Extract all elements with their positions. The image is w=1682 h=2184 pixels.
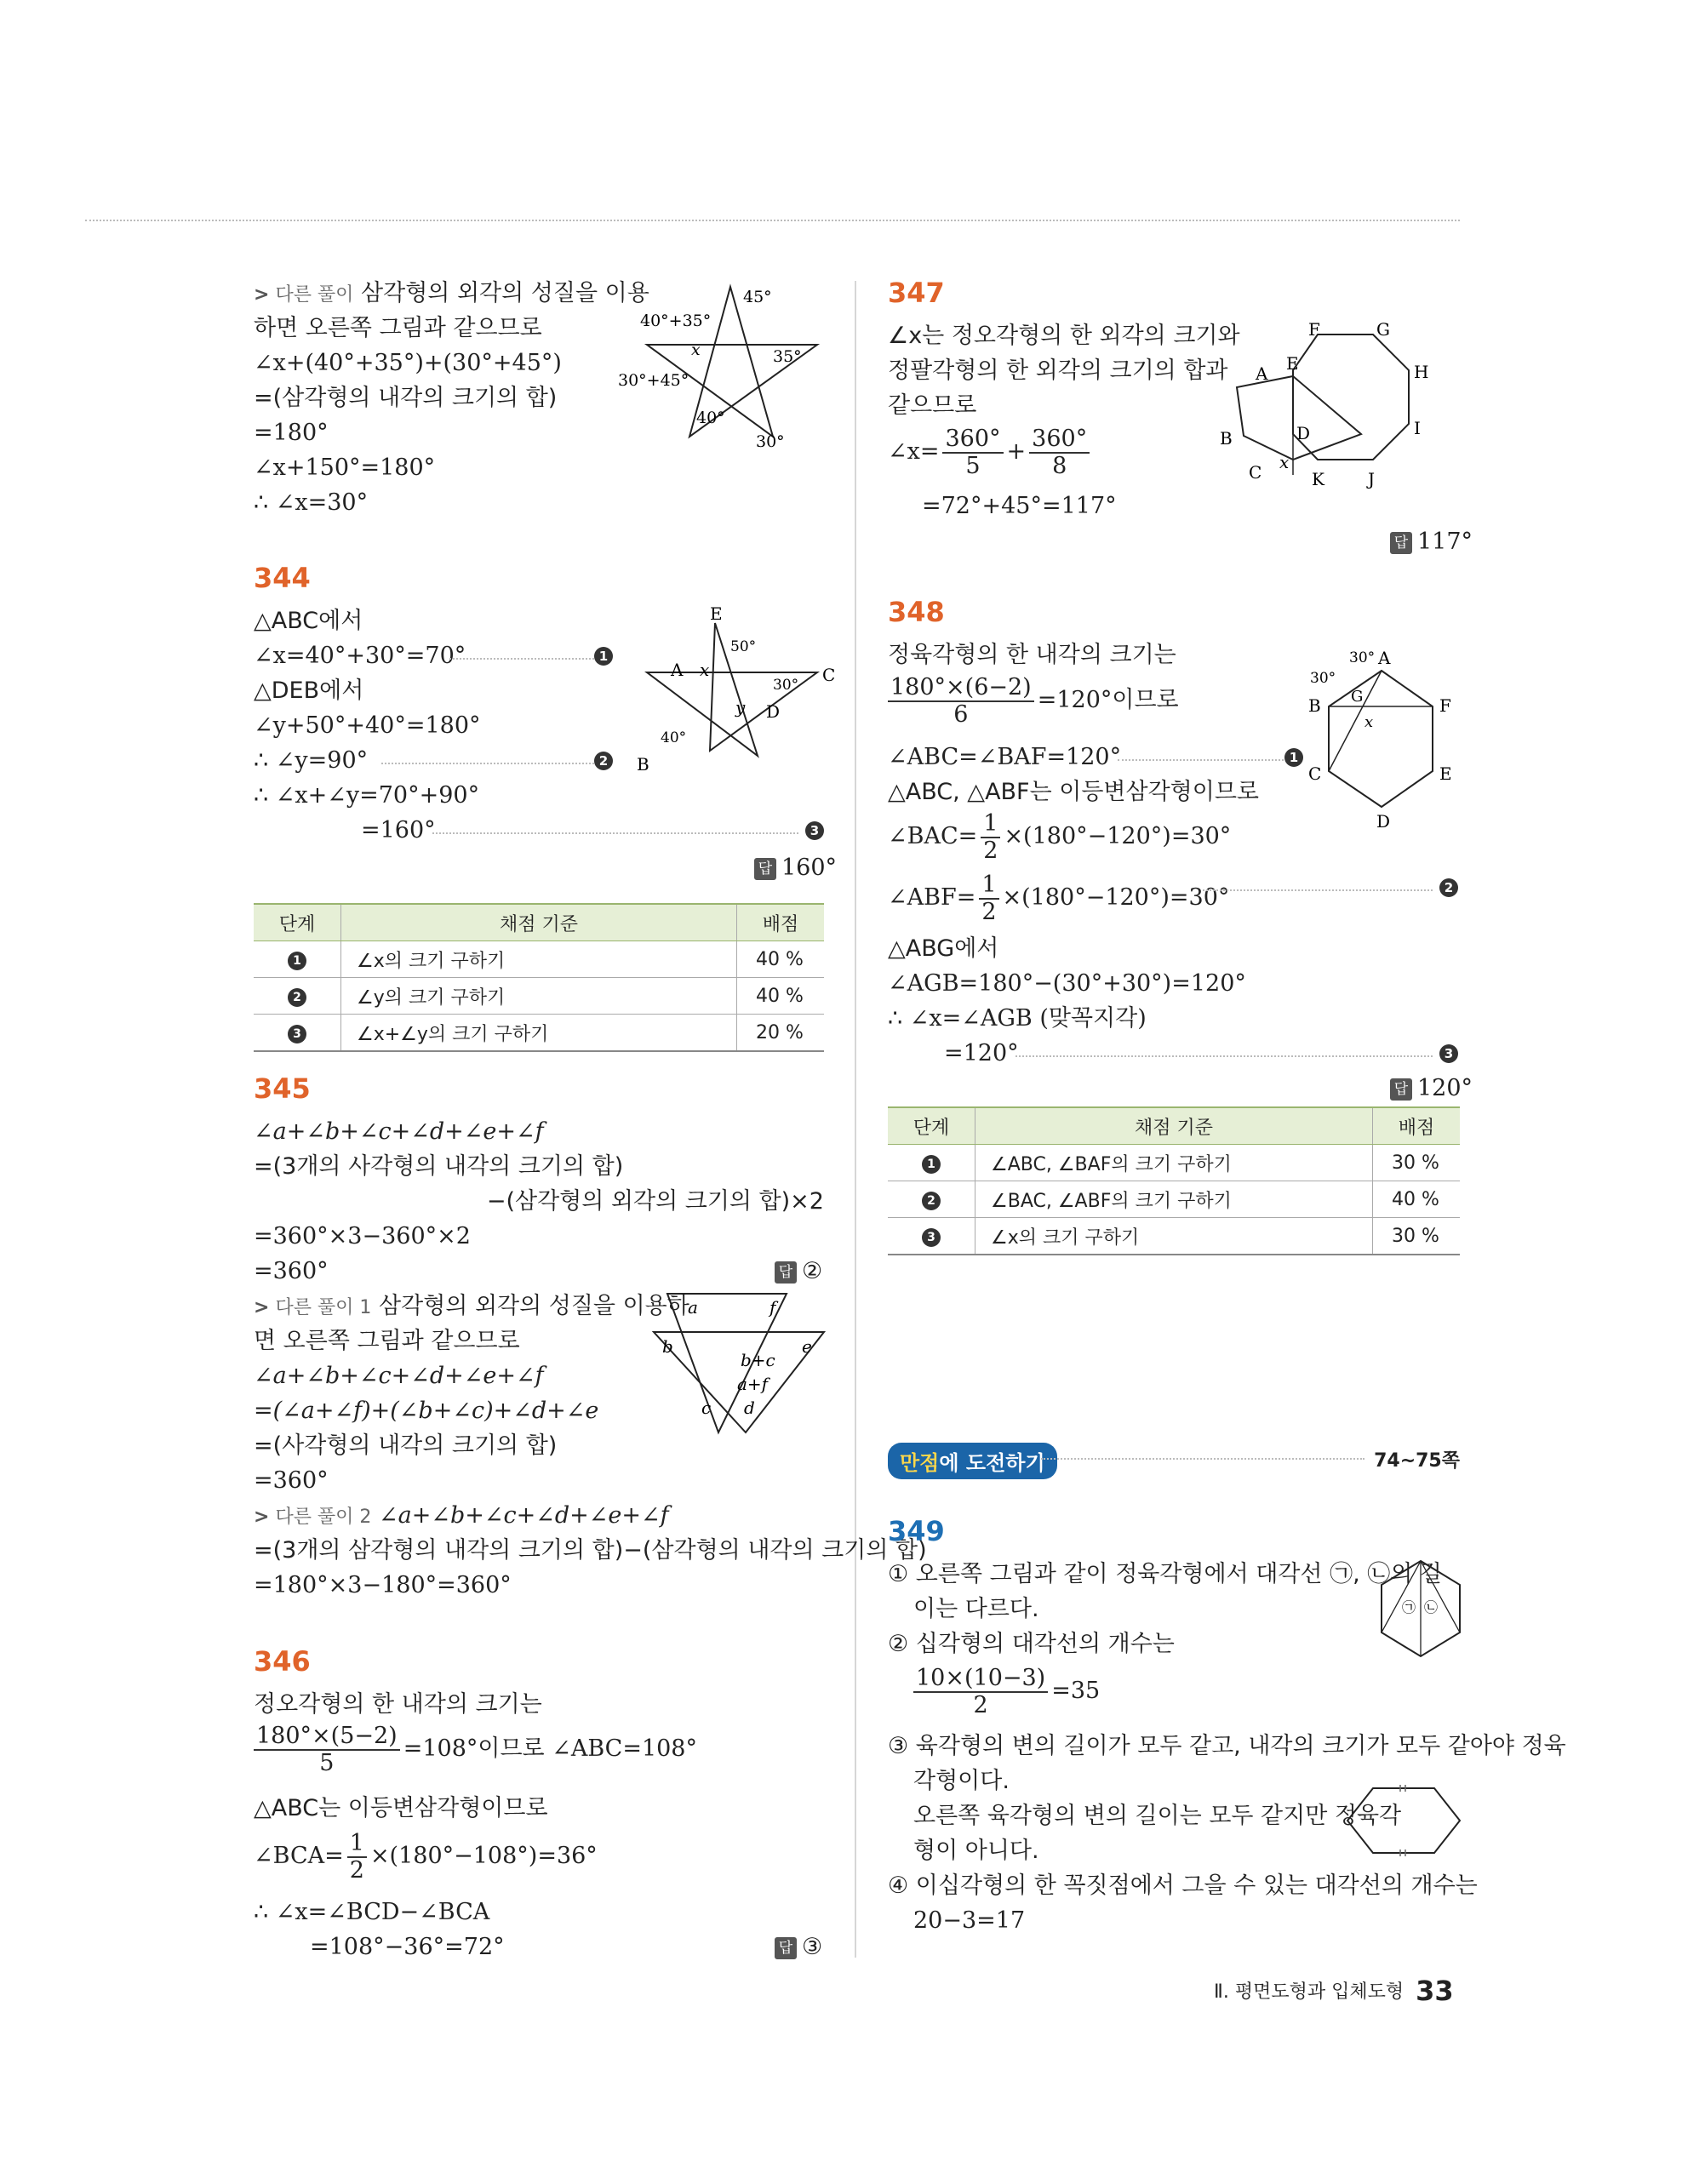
p344-answer: [754, 851, 837, 885]
p348-step-1: 1: [1284, 748, 1303, 767]
p349-item-3c: 오른쪽 육각형의 변의 길이는 모두 같지만 정육각: [913, 1803, 1402, 1829]
challenge-dots: [1041, 1458, 1364, 1460]
p347-line-1: ∠x는 정오각형의 한 외각의 크기와: [888, 323, 1240, 349]
alt-eq-3: =180°: [254, 420, 329, 446]
alt-ref-label: 다른 풀이: [275, 284, 354, 306]
p348-step-3: 3: [1439, 1044, 1458, 1063]
p348-line-9: ∴ ∠x=∠AGB (맞꼭지각): [888, 1005, 1147, 1032]
fig345-b: b: [662, 1336, 673, 1357]
p347-line-2: 정팔각형의 한 외각의 크기의 합과: [888, 357, 1228, 384]
p346-frac-den: 5: [319, 1749, 335, 1776]
p348-line-8: ∠AGB=180°−(30°+30°)=120°: [888, 970, 1246, 997]
p345-line-4: =360°×3−360°×2: [254, 1223, 471, 1249]
p344-line-7: =160°: [361, 817, 436, 843]
alt-eq-4: ∠x+150°=180°: [254, 455, 436, 481]
p347-l4-pre: ∠x=: [888, 438, 940, 466]
p347-f1-num: 360°: [942, 426, 1003, 454]
table-header-points: 배점: [1373, 1107, 1461, 1145]
step-badge: 1: [288, 952, 306, 970]
fig347-B: B: [1220, 428, 1233, 449]
table-row: [254, 978, 824, 1015]
p348-line-2: [888, 675, 1179, 727]
fig345-d: d: [744, 1398, 755, 1418]
fig343-label-x: x: [691, 340, 701, 359]
alt1-eq-3: =(사각형의 내각의 크기의 합): [254, 1432, 558, 1459]
p346-line-1: 정오각형의 한 내각의 크기는: [254, 1691, 542, 1718]
p348-frac-num: 180°×(6−2): [888, 675, 1034, 702]
fig347-I: I: [1414, 418, 1421, 438]
top-dotted-rule: [85, 220, 1460, 221]
problem-346-number: 346: [254, 1645, 311, 1678]
table-header-points: 배점: [737, 904, 825, 941]
p348-line-3: ∠ABC=∠BAF=120°: [888, 744, 1122, 770]
p348-l5-post: ×(180°−120°)=30°: [1004, 823, 1232, 850]
fig349-label-giyeok: ㉠: [1402, 1599, 1416, 1615]
p346-line-3: △ABC는 이등변삼각형이므로: [254, 1795, 548, 1821]
fig347-K: K: [1312, 469, 1324, 489]
answer-icon: 답: [1390, 532, 1412, 554]
criteria-cell: ∠x의 크기 구하기: [341, 941, 737, 978]
p344-line-2: ∠x=40°+30°=70°: [254, 643, 466, 669]
p348-l6-den: 2: [981, 898, 997, 925]
problem-347-number: 347: [888, 277, 945, 309]
challenge-header: [888, 1443, 1460, 1477]
page-number: 33: [1416, 1975, 1454, 2007]
answer-icon: 답: [775, 1937, 797, 1959]
p349-item-3b: 각형이다.: [913, 1768, 1010, 1794]
p346-l4-pre: ∠BCA=: [254, 1843, 344, 1870]
p348-step-2: 2: [1439, 878, 1458, 897]
p348-line-5: [888, 811, 1231, 863]
alt-eq-1: ∠x+(40°+35°)+(30°+45°): [254, 350, 562, 376]
fig347-J: J: [1368, 469, 1376, 489]
fig347-A: A: [1256, 363, 1268, 384]
fig344-E: E: [710, 603, 723, 624]
p345-answer: [775, 1255, 822, 1289]
p345-line-5: =360°: [254, 1258, 329, 1284]
p348-line-1: 정육각형의 한 내각의 크기는: [888, 642, 1176, 668]
p349-item-2-rest: =35: [1051, 1678, 1101, 1705]
p348-dots-3: [1015, 1055, 1433, 1057]
p346-l4-num: 1: [347, 1831, 367, 1858]
points-cell: 30 %: [1373, 1145, 1461, 1181]
p344-step-2: 2: [594, 752, 613, 770]
fig348-B: B: [1308, 695, 1321, 716]
p348-line-6: [888, 872, 1229, 924]
alt2-label: 다른 풀이 2: [275, 1507, 372, 1528]
p344-line-5: ∴ ∠y=90°: [254, 747, 369, 774]
alt2-eq-2: =(3개의 삼각형의 내각의 크기의 합)−(삼각형의 내각의 크기의 합): [254, 1537, 927, 1564]
fig349-label-nieun: ㉡: [1424, 1599, 1439, 1615]
p345-alt1-head: > 다른 풀이 1 삼각형의 외각의 성질을 이용하: [254, 1293, 689, 1319]
p348-l5-den: 2: [983, 837, 998, 864]
star-figure-343: [611, 277, 832, 451]
p349-item-2b: [913, 1666, 1100, 1718]
challenge-badge: [888, 1443, 1057, 1479]
p349-item-2a: ② 십각형의 대각선의 개수는: [888, 1631, 1175, 1657]
p349-frac-den: 2: [973, 1691, 988, 1718]
pentagon-octagon-figure-347: [1211, 319, 1467, 502]
fig343-label-40: 40°: [696, 409, 725, 427]
p348-line-10: =120°: [944, 1040, 1019, 1066]
p348-line-2-rest: =120°이므로: [1037, 687, 1179, 714]
fig343-label-30: 30°: [756, 432, 785, 451]
fig344-x: x: [700, 660, 710, 680]
p348-dots-2: [1203, 889, 1433, 891]
fig348-30-top: 30°: [1349, 649, 1376, 666]
p347-line-5: =72°+45°=117°: [922, 493, 1117, 519]
p344-line-3: △DEB에서: [254, 677, 364, 704]
p349-item-4b: 20−3=17: [913, 1907, 1026, 1934]
fig347-G: G: [1376, 319, 1390, 340]
p346-l4-den: 2: [349, 1856, 364, 1884]
table-header-criteria: 채점 기준: [975, 1107, 1373, 1145]
alt-eq-2: =(삼각형의 내각의 크기의 합): [254, 385, 558, 411]
column-divider: [855, 281, 856, 1958]
p348-answer-value: 120°: [1417, 1075, 1473, 1101]
star-figure-344: [628, 603, 836, 775]
fig345-e: e: [802, 1336, 812, 1357]
fig348-30-left: 30°: [1310, 670, 1336, 687]
answer-icon: 답: [1390, 1078, 1412, 1101]
p346-answer: [775, 1930, 822, 1964]
fig345-a: a: [688, 1297, 698, 1318]
table-header-step: 단계: [888, 1107, 975, 1145]
table-row: [254, 1015, 824, 1052]
p349-item-3a: ③ 육각형의 변의 길이가 모두 같고, 내각의 크기가 모두 같아야 정육: [888, 1733, 1566, 1759]
p347-f2-den: 8: [1052, 452, 1067, 479]
fig345-b-plus-c: b+c: [741, 1350, 775, 1370]
p348-scoring-table: [888, 1106, 1460, 1255]
table-row: [254, 941, 824, 978]
fig344-A: A: [671, 660, 684, 680]
points-cell: 30 %: [1373, 1218, 1461, 1255]
challenge-pages: 74~75쪽: [1374, 1450, 1460, 1472]
challenge-badge-highlight: 만점: [900, 1451, 940, 1475]
fig344-30: 30°: [773, 677, 799, 694]
problem-348-number: 348: [888, 596, 945, 628]
step-badge: 3: [922, 1228, 941, 1247]
fig344-B: B: [637, 754, 649, 775]
alt-solution-343: > 다른 풀이 삼각형의 외각의 성질을 이용: [254, 280, 649, 306]
p345-answer-value: ②: [802, 1258, 823, 1284]
problem-345-number: 345: [254, 1072, 311, 1105]
p348-answer: [1390, 1072, 1473, 1106]
criteria-cell: ∠y의 크기 구하기: [341, 978, 737, 1015]
p348-line-4: △ABC, △ABF는 이등변삼각형이므로: [888, 779, 1259, 805]
p347-answer: [1390, 525, 1473, 559]
alt1-text-1: 삼각형의 외각의 성질을 이용하: [379, 1293, 689, 1319]
alt-eq-5: ∴ ∠x=30°: [254, 489, 369, 516]
p344-dots-3: [432, 832, 798, 834]
challenge-badge-text: 에 도전하기: [939, 1451, 1045, 1475]
alt2-eq-3: =180°×3−180°=360°: [254, 1572, 512, 1598]
triangles-figure-345: [644, 1289, 831, 1443]
alt1-eq-1: ∠a+∠b+∠c+∠d+∠e+∠f: [254, 1363, 544, 1389]
p348-frac-den: 6: [953, 700, 969, 728]
p346-answer-value: ③: [802, 1934, 823, 1960]
fig343-label-35: 35°: [773, 347, 802, 366]
p346-line-6: =108°−36°=72°: [310, 1934, 505, 1960]
p344-scoring-table: [254, 903, 824, 1052]
fig343-label-40-35: 40°+35°: [640, 312, 712, 330]
table-row: [888, 1181, 1460, 1218]
criteria-cell: ∠x의 크기 구하기: [975, 1218, 1373, 1255]
fig347-D: D: [1296, 423, 1311, 443]
answer-icon: 답: [775, 1261, 797, 1284]
fig344-40: 40°: [661, 729, 687, 746]
p344-dots-2: [381, 763, 594, 764]
hexagon-diagonals-figure-349: [1378, 1558, 1463, 1660]
p346-frac-num: 180°×(5−2): [254, 1724, 400, 1751]
fig348-E: E: [1439, 763, 1452, 784]
p345-line-2: =(3개의 사각형의 내각의 크기의 합): [254, 1153, 624, 1180]
fig347-C: C: [1249, 462, 1262, 483]
alt1-eq-2: =(∠a+∠f)+(∠b+∠c)+∠d+∠e: [254, 1398, 599, 1424]
p348-l5-num: 1: [981, 811, 1000, 838]
p347-line-4: [888, 426, 1093, 478]
points-cell: 40 %: [1373, 1181, 1461, 1218]
fig344-C: C: [822, 665, 836, 685]
fig347-H: H: [1414, 362, 1429, 382]
p349-item-3d: 형이 아니다.: [913, 1838, 1039, 1864]
p346-line-4: [254, 1831, 598, 1883]
p344-step-1: 1: [594, 647, 613, 666]
p349-item-1b: 이는 다르다.: [913, 1596, 1039, 1622]
footer-chapter: Ⅱ. 평면도형과 입체도형: [1214, 1981, 1405, 2003]
p344-line-6: ∴ ∠x+∠y=70°+90°: [254, 782, 480, 809]
p345-line-1: ∠a+∠b+∠c+∠d+∠e+∠f: [254, 1118, 544, 1145]
p347-f2-num: 360°: [1029, 426, 1090, 454]
p345-alt2-head: > 다른 풀이 2 ∠a+∠b+∠c+∠d+∠e+∠f: [254, 1502, 669, 1529]
step-badge: 2: [288, 988, 306, 1007]
p346-line-2-rest: =108°이므로 ∠ABC=108°: [403, 1735, 697, 1763]
fig347-E: E: [1286, 353, 1299, 374]
fig344-D: D: [766, 701, 781, 722]
alt1-text-2: 면 오른쪽 그림과 같으므로: [254, 1328, 520, 1354]
fig344-y: y: [735, 697, 746, 718]
fig345-a-plus-f: a+f: [737, 1374, 769, 1394]
p344-dots-1: [449, 658, 594, 660]
criteria-cell: ∠BAC, ∠ABF의 크기 구하기: [975, 1181, 1373, 1218]
p344-line-4: ∠y+50°+40°=180°: [254, 712, 481, 739]
fig343-label-30-45: 30°+45°: [618, 371, 689, 390]
points-cell: 40 %: [737, 941, 825, 978]
alt1-eq-4: =360°: [254, 1467, 329, 1494]
p347-f1-den: 5: [965, 452, 981, 479]
alt2-eq-1: ∠a+∠b+∠c+∠d+∠e+∠f: [379, 1502, 669, 1529]
p345-line-3: −(삼각형의 외각의 크기의 합)×2: [486, 1188, 824, 1215]
fig345-f: f: [769, 1297, 776, 1318]
table-row: [888, 1145, 1460, 1181]
p347-plus: +: [1006, 438, 1027, 466]
points-cell: 20 %: [737, 1015, 825, 1052]
points-cell: 40 %: [737, 978, 825, 1015]
table-header-criteria: 채점 기준: [341, 904, 737, 941]
p348-l6-pre: ∠ABF=: [888, 884, 976, 912]
table-header-step: 단계: [254, 904, 341, 941]
p344-line-1: △ABC에서: [254, 608, 363, 634]
fig348-D: D: [1376, 811, 1391, 832]
p348-l6-post: ×(180°−120°)=30°: [1002, 884, 1230, 912]
fig348-A: A: [1378, 648, 1391, 668]
p349-item-1a: ① 오른쪽 그림과 같이 정육각형에서 대각선 ㉠, ㉡의 길: [888, 1561, 1443, 1587]
p348-dots-1: [1118, 759, 1284, 761]
criteria-cell: ∠x+∠y의 크기 구하기: [341, 1015, 737, 1052]
step-badge: 3: [288, 1025, 306, 1043]
alt-text-1: 삼각형의 외각의 성질을 이용: [361, 280, 649, 306]
fig347-F: F: [1308, 319, 1320, 340]
p344-answer-value: 160°: [781, 855, 838, 881]
answer-icon: 답: [754, 858, 776, 880]
p346-line-5: ∴ ∠x=∠BCD−∠BCA: [254, 1899, 490, 1925]
page-footer: [1214, 1975, 1454, 2007]
fig344-50: 50°: [730, 638, 757, 655]
p348-l6-num: 1: [979, 872, 998, 900]
fig348-F: F: [1439, 695, 1451, 716]
irregular-hexagon-figure-349: [1344, 1783, 1463, 1860]
step-badge: 2: [922, 1192, 941, 1210]
fig343-label-45: 45°: [743, 288, 772, 306]
problem-344-number: 344: [254, 562, 311, 594]
problem-349-number: 349: [888, 1515, 945, 1547]
table-row: [888, 1218, 1460, 1255]
p349-item-4a: ④ 이십각형의 한 꼭짓점에서 그을 수 있는 대각선의 개수는: [888, 1872, 1478, 1899]
alt1-label: 다른 풀이 1: [275, 1297, 372, 1318]
fig348-G: G: [1351, 688, 1364, 706]
p346-l4-post: ×(180°−108°)=36°: [369, 1843, 598, 1870]
p347-answer-value: 117°: [1417, 529, 1473, 555]
p346-line-2: [254, 1724, 697, 1775]
p347-line-3: 같으므로: [888, 392, 977, 419]
alt-text-2: 하면 오른쪽 그림과 같으므로: [254, 315, 542, 341]
p348-l5-pre: ∠BAC=: [888, 823, 978, 850]
step-badge: 1: [922, 1155, 941, 1174]
p348-line-7: △ABG에서: [888, 935, 999, 962]
fig347-x: x: [1279, 452, 1290, 472]
criteria-cell: ∠ABC, ∠BAF의 크기 구하기: [975, 1145, 1373, 1181]
fig348-C: C: [1308, 763, 1322, 784]
p344-step-3: 3: [805, 821, 824, 840]
p349-frac-num: 10×(10−3): [913, 1666, 1048, 1693]
fig345-c: c: [701, 1398, 712, 1418]
fig348-x: x: [1364, 713, 1374, 731]
hexagon-figure-348: [1296, 638, 1467, 834]
